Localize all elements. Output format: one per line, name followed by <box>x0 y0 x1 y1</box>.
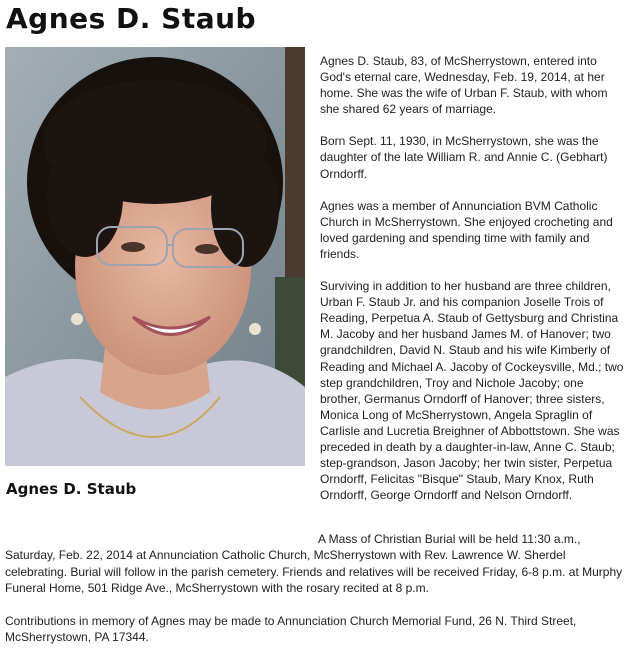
paragraph-death-notice: Agnes D. Staub, 83, of McSherrystown, entered into God's eternal care, Wednesday, Feb. 19, 2014, at her home. She was the wife of Urban F. Staub, with whom she shared 62 years of marriage. <box>320 54 608 117</box>
paragraph-church-hobbies: Agnes was a member of Annunciation BVM Catholic Church in McSherrystown. She enjoyed crocheting and loved gardening and spending time with family and friends. <box>320 198 613 261</box>
paragraph-mass: A Mass of Christian Burial will be held 11:30 a.m., Saturday, Feb. 22, 2014 at Annunciation Catholic Church, McSherrystown with Rev. Lawrence W. Sherdel celebrating. Burial will follow in the parish cemetery. Friends and relatives will be received Friday, 6-8 p.m. at Murphy Funeral Home, 501 Ridge Ave., McSherrystown with the rosary recited at 8 p.m. <box>5 532 623 595</box>
page-title: Agnes D. Staub <box>6 2 257 35</box>
photo-caption: Agnes D. Staub <box>6 480 137 498</box>
paragraph-birth: Born Sept. 11, 1930, in McSherrystown, she was the daughter of the late William R. and Annie C. (Gebhart) Orndorff. <box>320 134 608 181</box>
portrait-photo <box>5 47 305 466</box>
paragraph-survivors: Surviving in addition to her husband are three children, Urban F. Staub Jr. and his companion Joselle Trois of Reading, Perpetua A. Staub of Gettysburg and Christina M. Jacoby and her husband James M. of Hanover; two grandchildren, David N. Staub and his wife Kimberly of Reading and Michael A. Jacoby of Cockeysville, Md.; two step grandchildren, Troy and Nichole Jacoby; one brother, Germanus Orndorff of Hanover; three sisters, Monica Long of McSherrystown, Angela Spraglin of Carlisle and Lucretia Breighner of Abbottstown. She was preceded in death by a daughter-in-law, Anne C. Staub; step-grandson, Jason Jacoby; her twin sister, Perpetua Orndorff, Felicitas "Bisque" Staub, Mary Knox, Ruth Orndorff, George Orndorff and Nelson Orndorff. <box>320 279 624 503</box>
paragraph-contributions: Contributions in memory of Agnes may be made to Annunciation Church Memorial Fund, 26 N. Third Street, McSherrystown, PA 17344. <box>5 614 577 645</box>
obituary-side-text <box>320 53 626 503</box>
